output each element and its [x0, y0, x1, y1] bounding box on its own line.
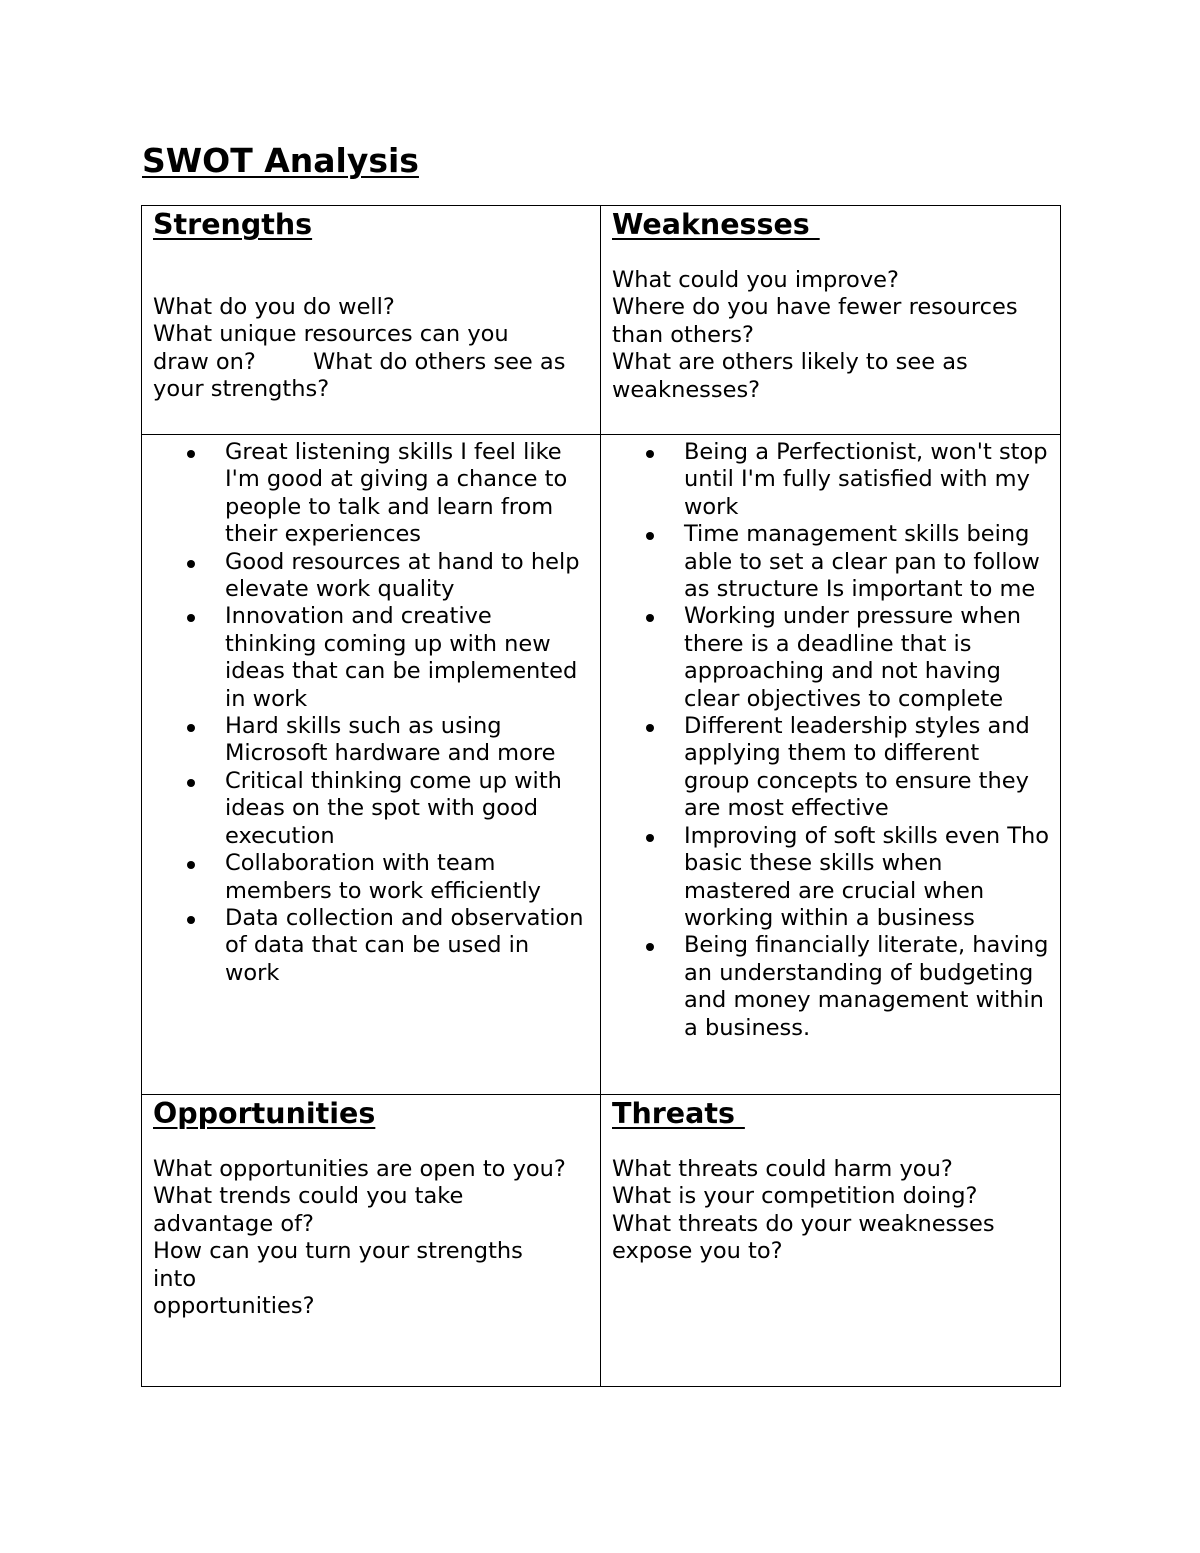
- strength-item: [153, 713, 590, 768]
- weakness-item-text: Working under pressure when there is a deadline that is approaching and not having clear objectives to complete: [684, 603, 1022, 712]
- strengths-prompt-line: draw on? What do others see as: [153, 348, 566, 375]
- opportunities-prompt-line: opportunities?: [153, 1293, 315, 1320]
- strength-item-text: Data collection and observation of data that can be used in work: [225, 904, 584, 986]
- strengths-entries-cell: [142, 435, 601, 1095]
- opportunities-heading: Opportunities: [153, 1097, 376, 1130]
- swot-table: [141, 205, 1061, 1387]
- weakness-item: [612, 823, 1050, 933]
- weakness-item: [612, 603, 1050, 713]
- strengths-prompts: [153, 294, 590, 404]
- strength-item: [153, 603, 590, 713]
- bullet-icon: [646, 943, 654, 951]
- swot-row-prompts-top: [142, 206, 1061, 435]
- bullet-icon: [187, 779, 195, 787]
- strength-item-text: Good resources at hand to help elevate work quality: [225, 548, 580, 603]
- weakness-item: [612, 521, 1050, 603]
- bullet-icon: [187, 724, 195, 732]
- opportunities-prompt-line: What trends could you take: [153, 1183, 464, 1210]
- weakness-item-text: Different leadership styles and applying them to different group concepts to ensure they are most effective: [684, 713, 1030, 822]
- weakness-item-text: Improving of soft skills even Tho basic these skills when mastered are crucial when working within a business: [684, 822, 1050, 931]
- strength-item: [153, 768, 590, 850]
- weaknesses-prompt-line: What are others likely to see as: [612, 349, 968, 376]
- bullet-icon: [187, 560, 195, 568]
- strength-item-text: Collaboration with team members to work efficiently: [225, 850, 541, 904]
- threats-prompts: [612, 1156, 1050, 1266]
- weakness-item-text: Being financially literate, having an understanding of budgeting and money management within a business.: [684, 932, 1049, 1041]
- weaknesses-prompt-line: weaknesses?: [612, 376, 761, 403]
- strength-item: [153, 850, 590, 905]
- strength-item-text: Innovation and creative thinking coming up with new ideas that can be implemented in work: [225, 603, 578, 712]
- weaknesses-prompts: [612, 267, 1050, 404]
- threats-prompt-line: expose you to?: [612, 1238, 783, 1265]
- opportunities-prompt-line: How can you turn your strengths: [153, 1238, 523, 1265]
- bullet-icon: [646, 532, 654, 540]
- swot-row-entries: [142, 435, 1061, 1095]
- opportunities-prompt-cell: [142, 1095, 601, 1387]
- weaknesses-entries-cell: [601, 435, 1061, 1095]
- bullet-icon: [187, 614, 195, 622]
- bullet-icon: [646, 614, 654, 622]
- bullet-icon: [646, 724, 654, 732]
- opportunities-prompts: [153, 1156, 590, 1320]
- strengths-prompt-cell: [142, 206, 601, 435]
- strength-item-text: Great listening skills I feel like I'm good at giving a chance to people to talk and learn from their experiences: [225, 439, 568, 548]
- weakness-item: [612, 932, 1050, 1042]
- weakness-item: [612, 713, 1050, 823]
- weakness-item-text: Being a Perfectionist, won't stop until I'm fully satisfied with my work: [684, 439, 1048, 520]
- weaknesses-prompt-line: Where do you have fewer resources: [612, 294, 1018, 321]
- strengths-prompt-line: your strengths?: [153, 376, 330, 403]
- bullet-icon: [187, 861, 195, 869]
- weaknesses-prompt-line: What could you improve?: [612, 267, 899, 293]
- threats-prompt-line: What threats could harm you?: [612, 1156, 953, 1182]
- bullet-icon: [187, 450, 195, 458]
- bullet-icon: [187, 916, 195, 924]
- threats-prompt-line: What is your competition doing?: [612, 1183, 978, 1210]
- strength-item: [153, 905, 590, 987]
- strength-item-text: Hard skills such as using Microsoft hardware and more: [225, 713, 556, 767]
- weakness-item-text: Time management skills being able to set a clear pan to follow as structure Is important to me: [684, 521, 1040, 603]
- strength-item: [153, 549, 590, 604]
- opportunities-prompt-line: advantage of?: [153, 1210, 314, 1237]
- bullet-icon: [646, 834, 654, 842]
- threats-prompt-cell: [601, 1095, 1061, 1387]
- bullet-icon: [646, 450, 654, 458]
- strength-item: [153, 439, 590, 549]
- strengths-heading: Strengths: [153, 208, 313, 241]
- weaknesses-prompt-cell: [601, 206, 1061, 435]
- strengths-prompt-line: What unique resources can you: [153, 321, 509, 348]
- weakness-item: [612, 439, 1050, 521]
- threats-heading: Threats: [612, 1097, 745, 1130]
- opportunities-prompt-line: What opportunities are open to you?: [153, 1156, 566, 1182]
- strengths-list: [153, 439, 590, 987]
- strengths-prompt-line: What do you do well?: [153, 294, 395, 320]
- document-title: SWOT Analysis: [142, 141, 419, 180]
- weaknesses-heading: Weaknesses: [612, 208, 820, 241]
- threats-prompt-line: What threats do your weaknesses: [612, 1210, 995, 1237]
- opportunities-prompt-line: into: [153, 1265, 197, 1292]
- swot-row-prompts-bottom: [142, 1095, 1061, 1387]
- weaknesses-prompt-line: than others?: [612, 321, 754, 348]
- weaknesses-list: [612, 439, 1050, 1042]
- strength-item-text: Critical thinking come up with ideas on the spot with good execution: [225, 767, 562, 849]
